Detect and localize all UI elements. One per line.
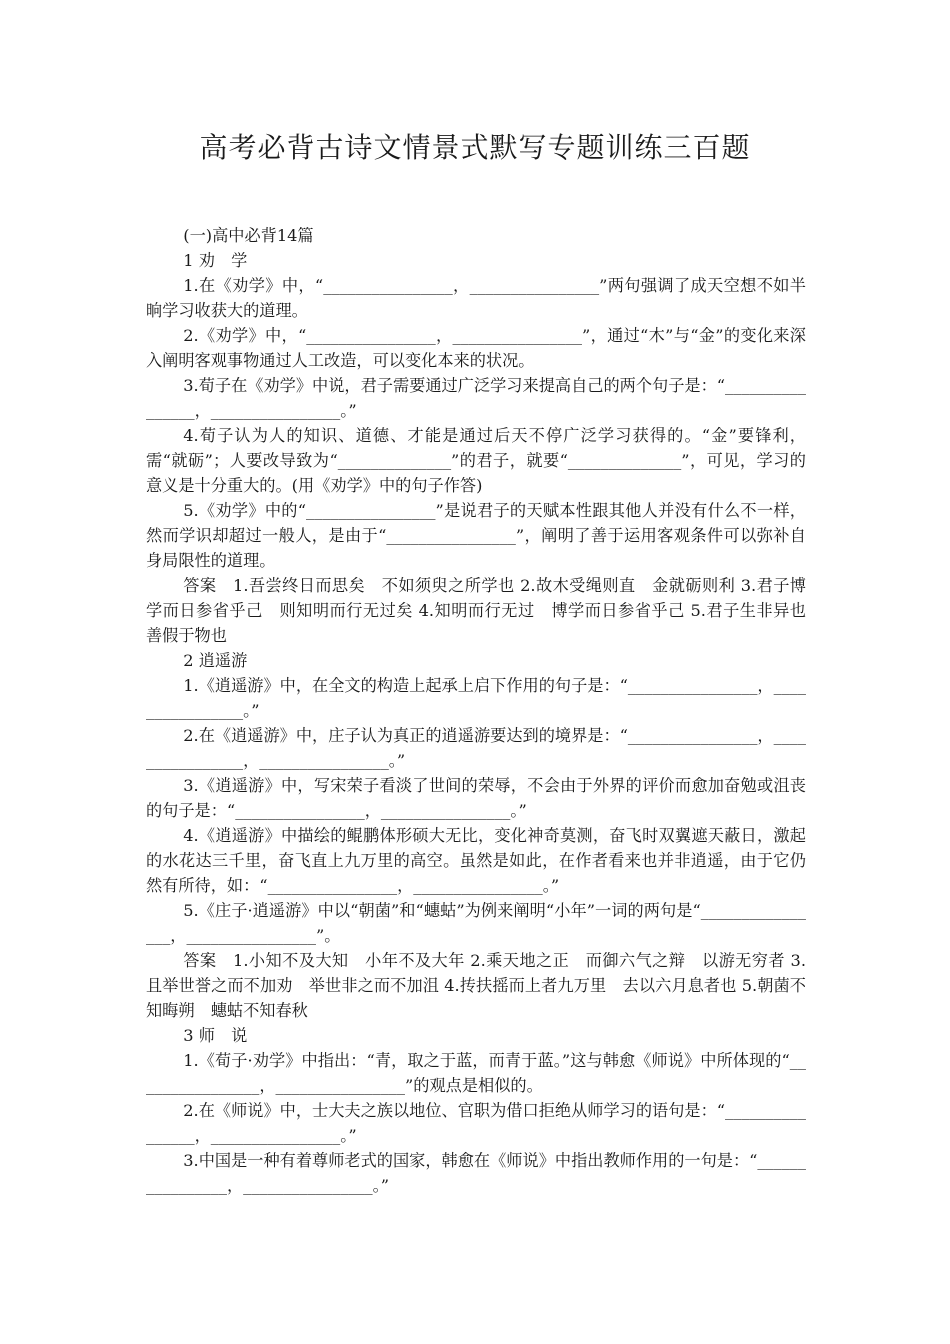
answer-paragraph: 答案 1.吾尝终日而思矣 不如须臾之所学也 2.故木受绳则直 金就砺则利 3.君子博学而日参省乎己 则知明而行无过矣 4.知明而行无过 博学而日参省乎己 5.君子生非异也 善假于物也 (146, 576, 823, 645)
question-paragraph: 5.《庄子·逍遥游》中以“朝菌”和“蟪蛄”为例来阐明“小年”一词的两句是“________________，________________”。 (146, 901, 806, 945)
chapter-heading: 2 逍遥游 (183, 651, 248, 670)
document-title: 高考必背古诗文情景式默写专题训练三百题 (199, 131, 751, 164)
chapter-heading: 3 师 说 (183, 1026, 248, 1045)
question-paragraph: 1.《荀子·劝学》中指出：“青，取之于蓝，而青于蓝。”这与韩愈《师说》中所体现的“________________，________________”的观点是相似的。 (146, 1051, 806, 1095)
document-body (146, 223, 823, 1198)
section-heading: (一)高中必背14篇 (183, 226, 314, 245)
chapter-heading: 1 劝 学 (183, 251, 248, 270)
question-paragraph: 2.在《逍遥游》中，庄子认为真正的逍遥游要达到的境界是：“________________，________________，________________。” (146, 726, 806, 770)
question-paragraph: 5.《劝学》中的“________________”是说君子的天赋本性跟其他人并没有什么不一样，然而学识却超过一般人，是由于“________________”，阐明了善于运用客观条件可以弥补自身局限性的道理。 (146, 501, 806, 570)
question-paragraph: 4.《逍遥游》中描绘的鲲鹏体形硕大无比，变化神奇莫测，奋飞时双翼遮天蔽日，激起的水花达三千里，奋飞直上九万里的高空。虽然是如此，在作者看来也并非逍遥，由于它仍然有所待，如：“________________，________________。” (146, 826, 806, 895)
question-paragraph: 2.《劝学》中，“________________，________________”，通过“木”与“金”的变化来深入阐明客观事物通过人工改造，可以变化本来的状况。 (146, 326, 806, 370)
answer-paragraph: 答案 1.小知不及大知 小年不及大年 2.乘天地之正 而御六气之辩 以游无穷者 3.且举世誉之而不加劝 举世非之而不加沮 4.抟扶摇而上者九万里 去以六月息者也 5.朝菌不知晦朔 蟪蛄不知春秋 (146, 951, 806, 1020)
question-paragraph: 1.《逍遥游》中，在全文的构造上起承上启下作用的句子是：“________________，________________。” (146, 676, 806, 720)
question-paragraph: 4.荀子认为人的知识、道德、才能是通过后天不停广泛学习获得的。“金”要锋利，需“就砺”；人要改导致为“______________”的君子，就要“______________”，可见，学习的意义是十分重大的。(用《劝学》中的句子作答) (146, 426, 806, 495)
question-paragraph: 2.在《师说》中，士大夫之族以地位、官职为借口拒绝从师学习的语句是：“________________，________________。” (146, 1101, 806, 1145)
question-paragraph: 1.在《劝学》中，“________________，________________”两句强调了成天空想不如半晌学习收获大的道理。 (146, 276, 806, 320)
question-paragraph: 3.荀子在《劝学》中说，君子需要通过广泛学习来提高自己的两个句子是：“________________，________________。” (146, 376, 806, 420)
question-paragraph: 3.中国是一种有着尊师老式的国家，韩愈在《师说》中指出教师作用的一句是：“________________，________________。” (146, 1151, 806, 1195)
question-paragraph: 3.《逍遥游》中，写宋荣子看淡了世间的荣辱，不会由于外界的评价而愈加奋勉或沮丧的句子是：“________________，________________。” (146, 776, 806, 820)
